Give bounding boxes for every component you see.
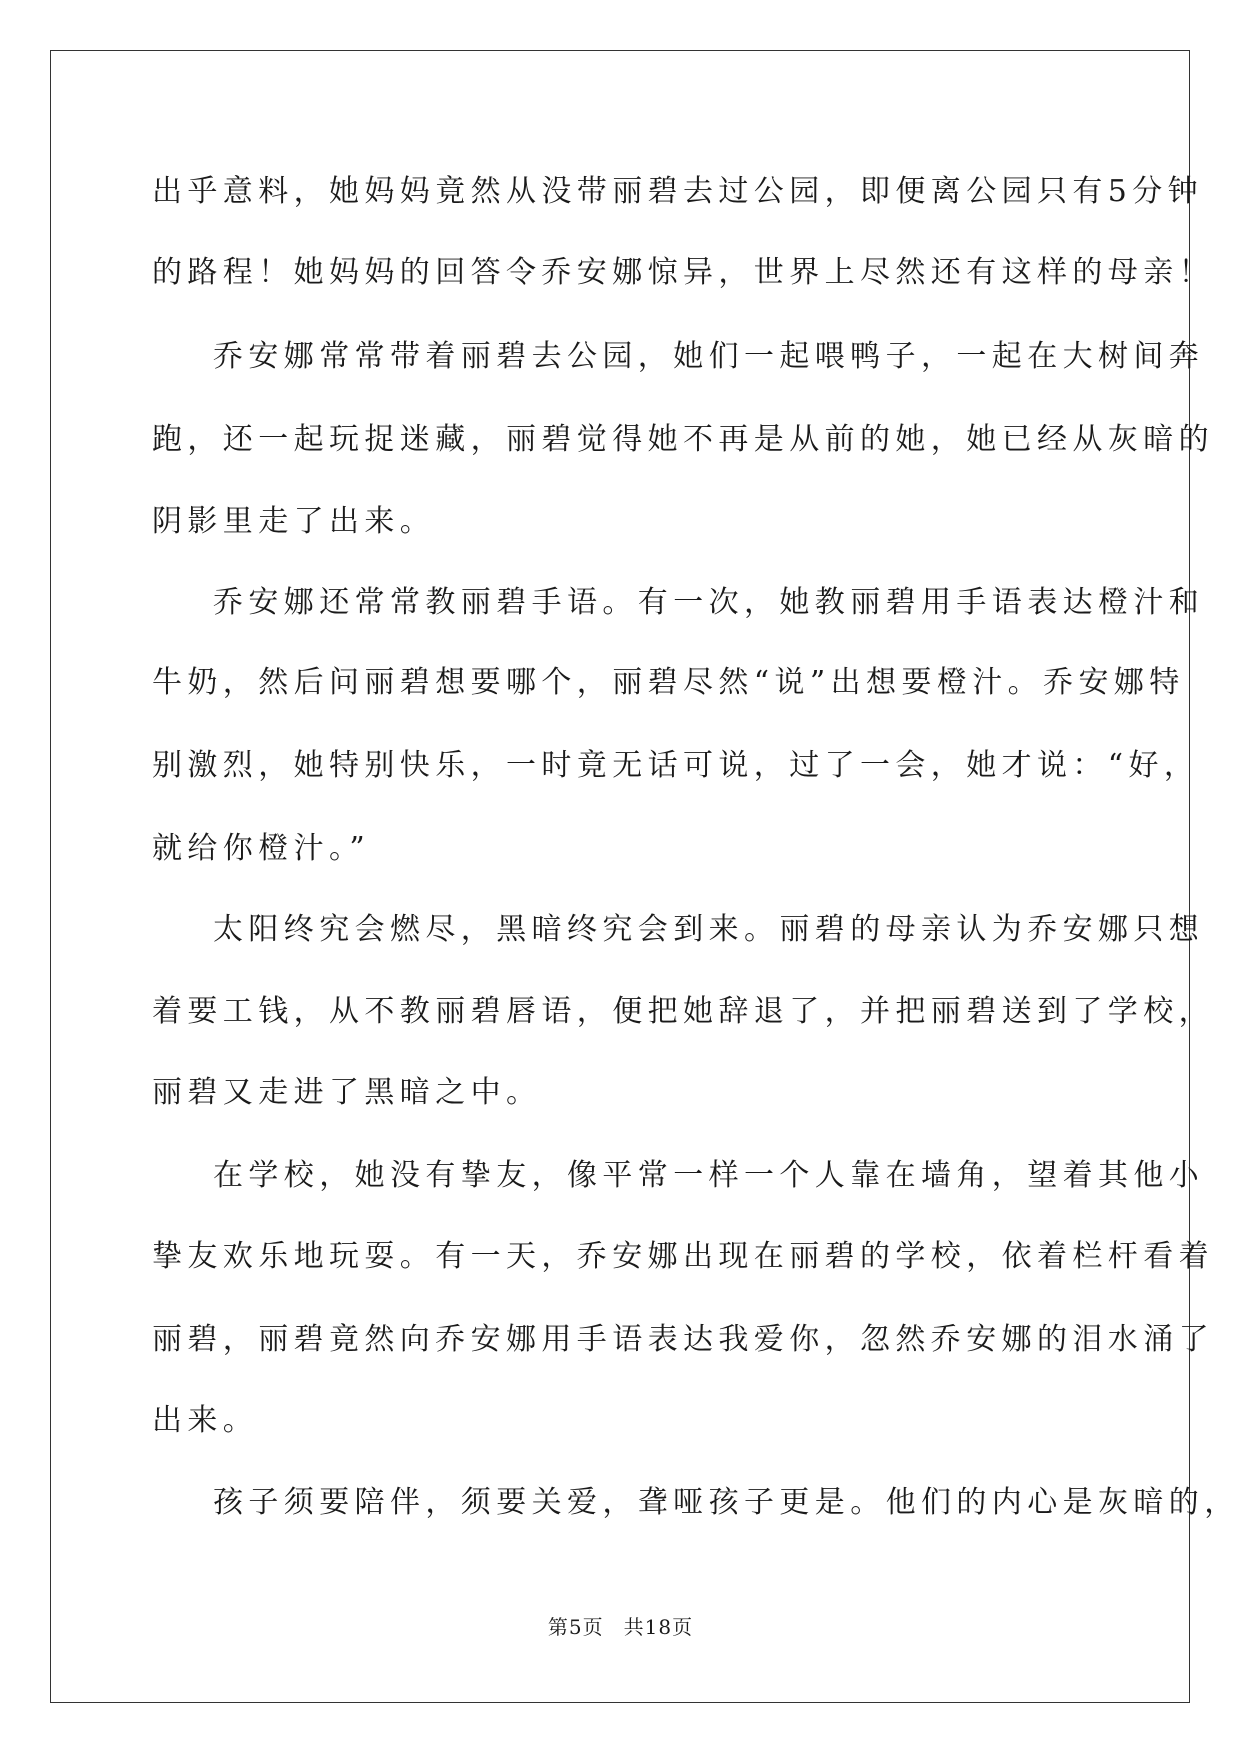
text-line: 牛奶，然后问丽碧想要哪个，丽碧尽然“说”出想要橙汁。乔安娜特 [152,665,1185,700]
paragraph-start-line: 太阳终究会燃尽，黑暗终究会到来。丽碧的母亲认为乔安娜只想 [213,912,1205,947]
text-line: 着要工钱，从不教丽碧唇语，便把她辞退了，并把丽碧送到了学校， [152,994,1214,1029]
page-total: 共18页 [623,1615,694,1639]
paragraph-start-line: 乔安娜还常常教丽碧手语。有一次，她教丽碧用手语表达橙汁和 [213,585,1205,620]
text-line: 跑，还一起玩捉迷藏，丽碧觉得她不再是从前的她，她已经从灰暗的 [152,422,1214,457]
text-line: 挚友欢乐地玩耍。有一天，乔安娜出现在丽碧的学校，依着栏杆看着 [152,1239,1214,1274]
page-footer [0,1614,1241,1640]
paragraph-start-line: 乔安娜常常带着丽碧去公园，她们一起喂鸭子，一起在大树间奔 [213,339,1205,374]
text-line: 丽碧又走进了黑暗之中。 [152,1075,542,1110]
page-number: 第5页 [547,1615,604,1639]
paragraph-start-line: 在学校，她没有挚友，像平常一样一个人靠在墙角，望着其他小 [213,1158,1205,1193]
text-line: 别激烈，她特别快乐，一时竟无话可说，过了一会，她才说：“好， [152,748,1200,783]
text-line: 阴影里走了出来。 [152,504,436,539]
text-line: 丽碧，丽碧竟然向乔安娜用手语表达我爱你，忽然乔安娜的泪水涌了 [152,1322,1214,1357]
paragraph-start-line: 孩子须要陪伴，须要关爱，聋哑孩子更是。他们的内心是灰暗的， [213,1485,1240,1520]
text-line: 出来。 [152,1403,259,1438]
text-line: 就给你橙汁。” [152,831,371,866]
text-line: 出乎意料，她妈妈竟然从没带丽碧去过公园，即便离公园只有5分钟 [152,174,1204,209]
page-border [50,50,1190,1703]
text-line: 的路程！她妈妈的回答令乔安娜惊异，世界上尽然还有这样的母亲！ [152,255,1214,290]
